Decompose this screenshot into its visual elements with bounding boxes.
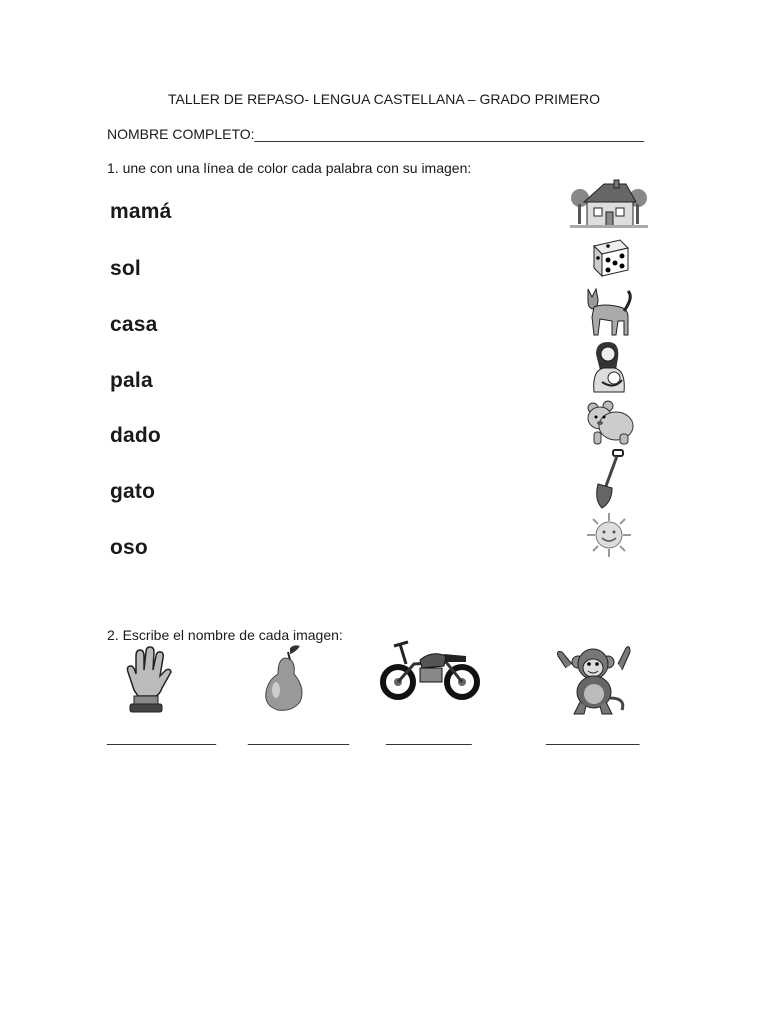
exercise-1-instruction: 1. une con una línea de color cada palabra con su imagen: (107, 160, 472, 176)
house-icon[interactable] (570, 178, 648, 230)
cat-icon[interactable] (584, 287, 634, 339)
shovel-icon[interactable] (592, 448, 628, 510)
worksheet-title: TALLER DE REPASO- LENGUA CASTELLANA – GRADO PRIMERO (167, 91, 601, 107)
answer-blank-2[interactable]: _____________ (248, 729, 350, 745)
exercise-2-instruction: 2. Escribe el nombre de cada imagen: (107, 627, 343, 643)
word-mama[interactable]: mamá (110, 200, 172, 223)
answer-blank-4[interactable]: ____________ (546, 729, 640, 745)
monkey-icon[interactable] (556, 640, 630, 716)
word-sol[interactable]: sol (110, 257, 141, 280)
name-field[interactable] (107, 126, 644, 142)
mother-baby-icon[interactable] (588, 340, 630, 394)
word-oso[interactable]: oso (110, 536, 148, 559)
word-pala[interactable]: pala (110, 369, 153, 392)
answer-blank-1[interactable]: ______________ (107, 729, 217, 745)
name-blank[interactable]: __________________________________________________ (254, 126, 644, 142)
motorcycle-icon[interactable] (380, 638, 480, 700)
word-gato[interactable]: gato (110, 480, 156, 503)
bear-icon[interactable] (586, 400, 634, 446)
word-casa[interactable]: casa (110, 313, 158, 336)
pear-icon[interactable] (262, 644, 308, 712)
name-label: NOMBRE COMPLETO: (107, 126, 255, 142)
sun-icon[interactable] (586, 512, 632, 558)
answer-blank-3[interactable]: ___________ (386, 729, 472, 745)
die-icon[interactable] (590, 236, 632, 278)
hand-icon[interactable] (120, 646, 172, 714)
word-dado[interactable]: dado (110, 424, 161, 447)
